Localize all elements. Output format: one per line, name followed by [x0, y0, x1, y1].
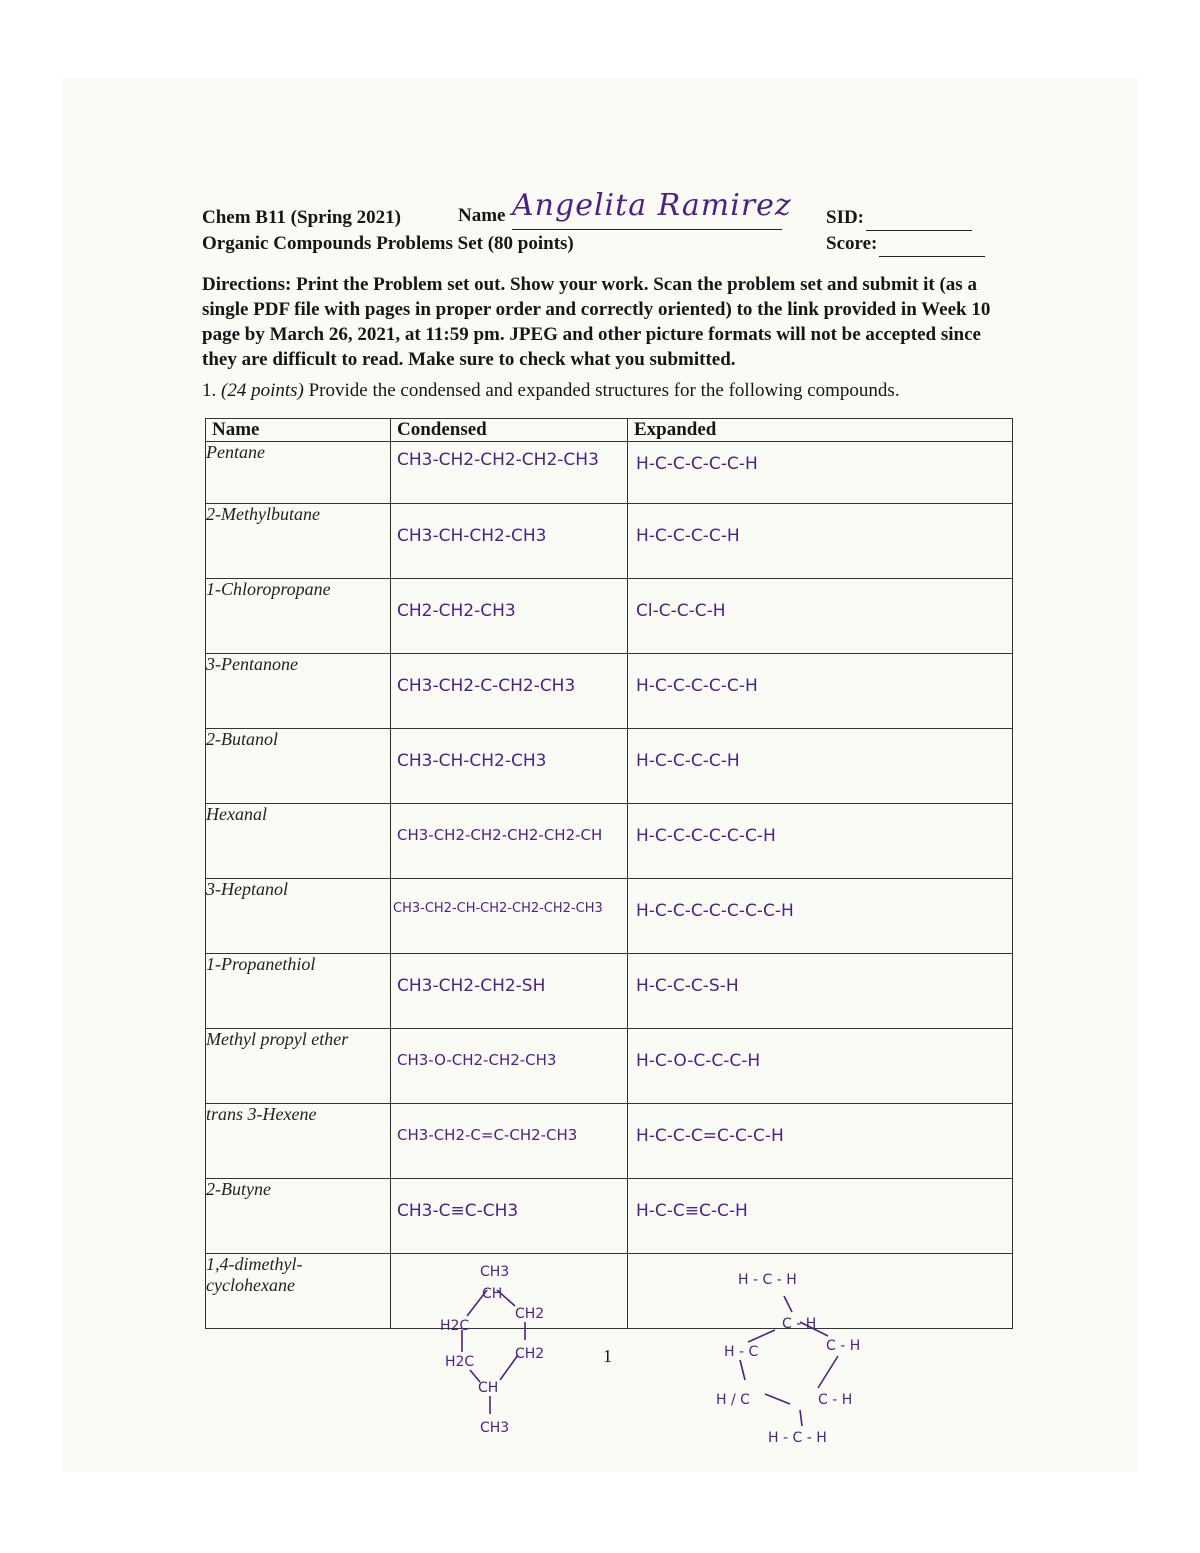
- compound-name: Pentane: [206, 442, 391, 504]
- table-row: [206, 1104, 1013, 1179]
- svg-text:CH: CH: [478, 1380, 499, 1396]
- svg-text:H - C - H: H - C - H: [738, 1272, 797, 1288]
- svg-text:H2C: H2C: [445, 1354, 475, 1370]
- condensed-answer: CH3-CH2-CH-CH2-CH2-CH2-CH3: [393, 901, 603, 916]
- expanded-answer: H-C-C-C-C-H: [636, 751, 740, 771]
- expanded-answer: H-C-C-C-S-H: [636, 976, 739, 996]
- sid-label: SID:: [826, 207, 865, 228]
- table-row: [206, 504, 1013, 579]
- table-row: [206, 729, 1013, 804]
- condensed-answer: CH3-CH2-CH2-CH2-CH3: [397, 450, 599, 470]
- compound-name: Methyl propyl ether: [206, 1029, 391, 1104]
- expanded-answer: H-C-C-C=C-C-C-H: [636, 1126, 784, 1146]
- name-label: Name: [458, 205, 506, 226]
- compound-name: 1-Propanethiol: [206, 954, 391, 1029]
- svg-text:CH2: CH2: [515, 1346, 545, 1362]
- compound-name: 1-Chloropropane: [206, 579, 391, 654]
- compound-name: 3-Heptanol: [206, 879, 391, 954]
- expanded-answer: H-C-C-C-C-H: [636, 526, 740, 546]
- name-underline: [512, 229, 782, 230]
- question-1: [202, 380, 900, 402]
- student-name-handwritten: Angelita Ramirez: [512, 188, 792, 223]
- svg-text:C - H: C - H: [826, 1338, 861, 1354]
- question-number: 1.: [202, 380, 217, 401]
- compound-name: 2-Butanol: [206, 729, 391, 804]
- svg-text:H - C: H - C: [724, 1344, 759, 1360]
- header-condensed: Condensed: [391, 419, 628, 442]
- score-label: Score:: [826, 233, 878, 254]
- expanded-answer: H-C-O-C-C-C-H: [636, 1051, 761, 1071]
- table-row: [206, 804, 1013, 879]
- compound-name: 3-Pentanone: [206, 654, 391, 729]
- table-row: [206, 1029, 1013, 1104]
- svg-text:H2C: H2C: [440, 1318, 470, 1334]
- question-points: (24 points): [221, 380, 304, 401]
- svg-text:H - C - H: H - C - H: [768, 1430, 827, 1446]
- table-row: [206, 879, 1013, 954]
- svg-text:CH3: CH3: [480, 1420, 510, 1436]
- expanded-answer: H-C-C≡C-C-H: [636, 1201, 748, 1221]
- table-row: [206, 654, 1013, 729]
- condensed-answer: CH3-CH2-C-CH2-CH3: [397, 676, 576, 696]
- expanded-answer: H-C-C-C-C-C-H: [636, 454, 758, 474]
- sid-blank: [866, 212, 972, 231]
- header-expanded: Expanded: [628, 419, 1013, 442]
- table-row: [206, 442, 1013, 504]
- condensed-answer: CH3-CH-CH2-CH3: [397, 526, 547, 546]
- condensed-answer: CH3-C≡C-CH3: [397, 1201, 519, 1221]
- course-title: Chem B11 (Spring 2021): [202, 207, 401, 228]
- condensed-answer: CH3-CH2-C=C-CH2-CH3: [397, 1126, 578, 1144]
- sid-score-block: [826, 205, 985, 257]
- svg-text:CH2: CH2: [515, 1306, 545, 1322]
- directions: Directions: Print the Problem set out. Show your work. Scan the problem set and submit it (as a single PDF file with pages in proper order and correctly oriented) to the link provided in Week 10 page by March 26, 2021, at 11:59 pm. JPEG and other picture formats will not be accepted since they are difficult to read. Make sure to check what you submitted.: [202, 274, 991, 370]
- svg-text:CH: CH: [482, 1286, 503, 1302]
- problem-set-title: Organic Compounds Problems Set (80 points): [202, 233, 574, 254]
- compound-name: trans 3-Hexene: [206, 1104, 391, 1179]
- score-blank: [879, 238, 985, 257]
- svg-text:C - H: C - H: [782, 1316, 817, 1332]
- svg-text:C - H: C - H: [818, 1392, 853, 1408]
- expanded-answer: H-C-C-C-C-C-H: [636, 676, 758, 696]
- svg-text:H / C: H / C: [716, 1392, 750, 1408]
- table-row: [206, 579, 1013, 654]
- structures-table: [205, 418, 1013, 1329]
- page-number: 1: [603, 1346, 612, 1366]
- condensed-answer: CH2-CH2-CH3: [397, 601, 516, 621]
- expanded-answer: H-C-C-C-C-C-C-C-H: [636, 901, 794, 921]
- table-row: [206, 1179, 1013, 1254]
- expanded-answer: H-C-C-C-C-C-C-H: [636, 826, 776, 846]
- table-row: [206, 954, 1013, 1029]
- expanded-answer: Cl-C-C-C-H: [636, 601, 726, 621]
- compound-name: 2-Methylbutane: [206, 504, 391, 579]
- table-row: [206, 1254, 1013, 1329]
- svg-text:CH3: CH3: [480, 1264, 510, 1280]
- compound-name: Hexanal: [206, 804, 391, 879]
- compound-name: 1,4-dimethyl- cyclohexane: [206, 1254, 391, 1329]
- header-name: Name: [206, 419, 391, 442]
- condensed-answer: CH3-CH2-CH2-CH2-CH2-CH: [397, 826, 603, 844]
- condensed-answer: CH3-CH2-CH2-SH: [397, 976, 546, 996]
- question-text: Provide the condensed and expanded structures for the following compounds.: [308, 380, 900, 401]
- condensed-answer: CH3-CH-CH2-CH3: [397, 751, 547, 771]
- compound-name: 2-Butyne: [206, 1179, 391, 1254]
- condensed-answer: CH3-O-CH2-CH2-CH3: [397, 1051, 557, 1069]
